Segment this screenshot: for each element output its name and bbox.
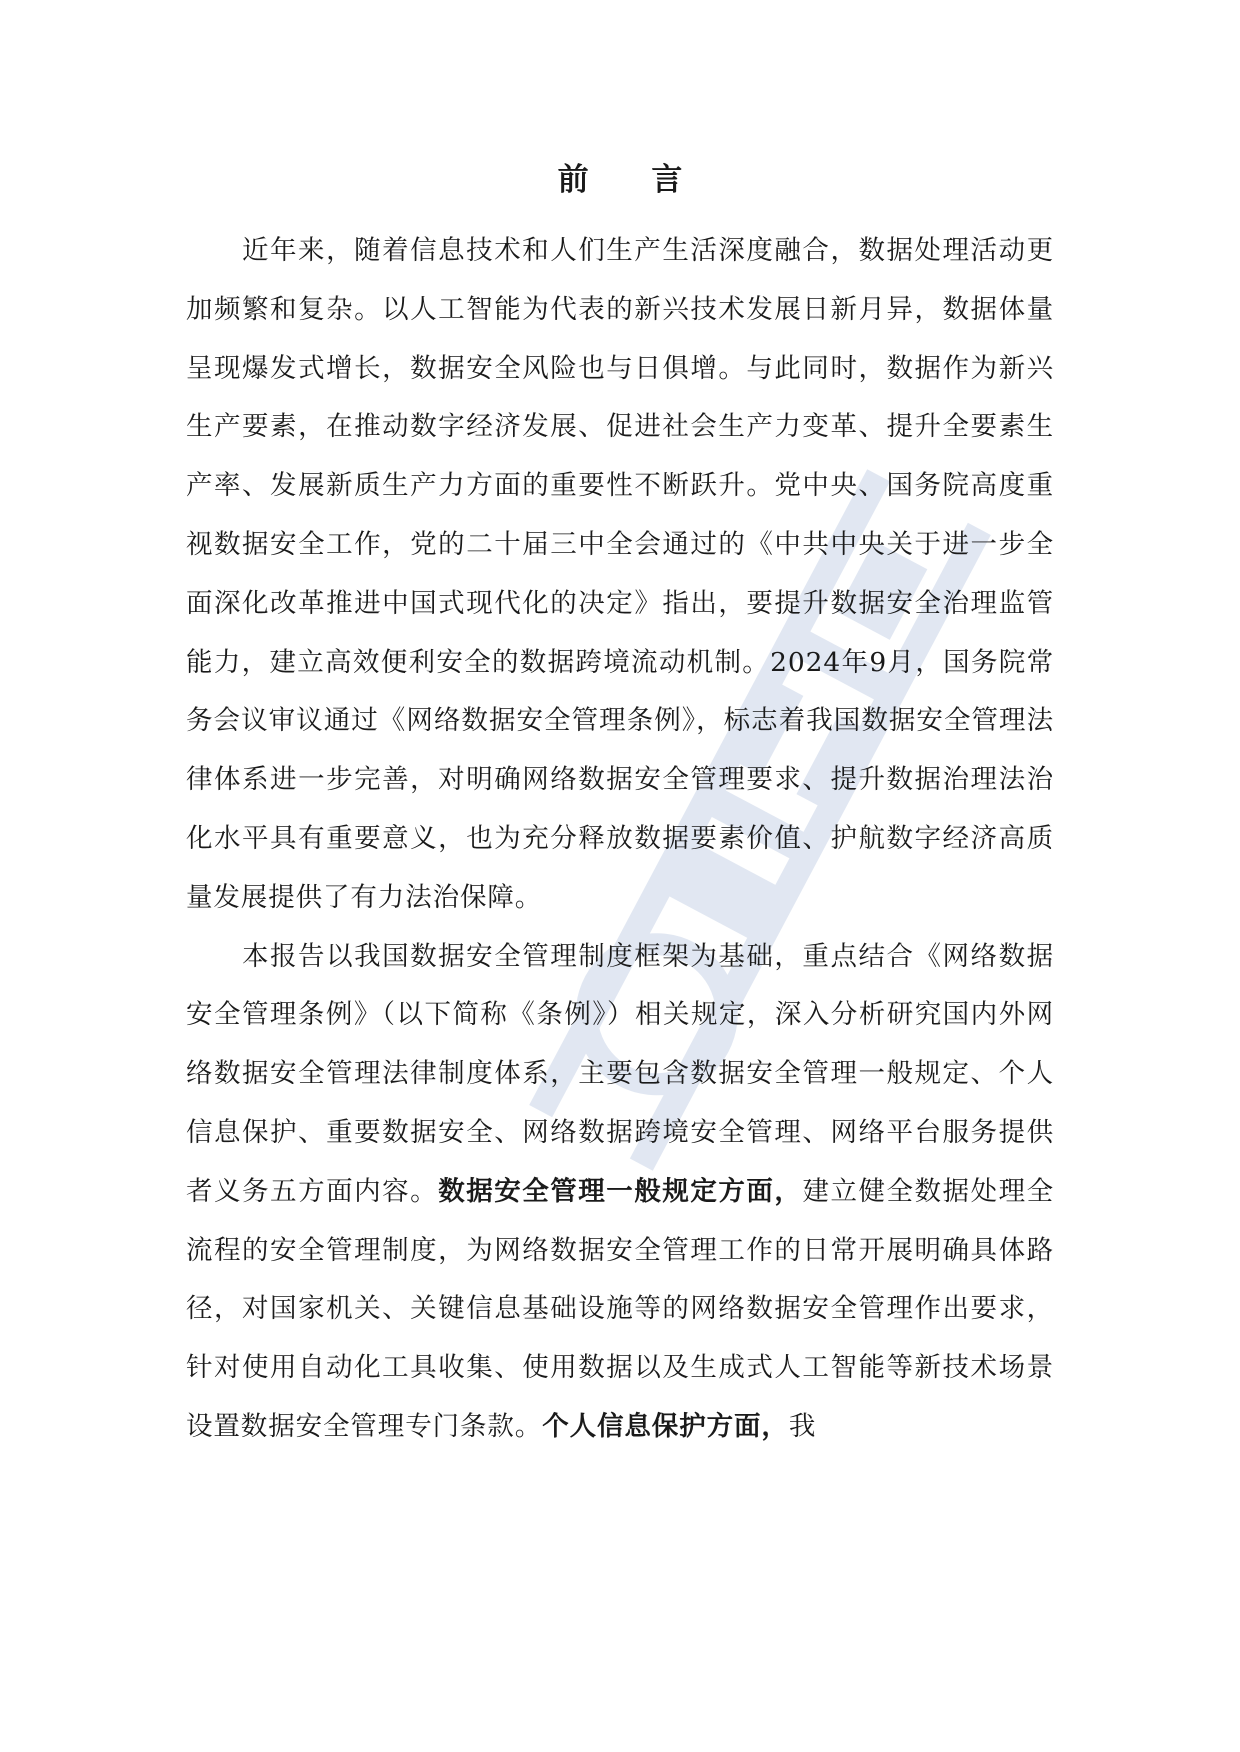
paragraph-text: 本报告以我国数据安全管理制度框架为基础，重点结合《网络数据安全管理条例》（以下简称《条例》）相关规定，深入分析研究国内外网络数据安全管理法律制度体系，主要包含数据安全管理一般规定、个人信息保护、重要数据安全、网络数据跨境安全管理、网络平台服务提供者义务五方面内容。 [186, 940, 1054, 1207]
document-body [186, 222, 1054, 1457]
paragraph-text: 我 [788, 1410, 817, 1442]
paragraph [186, 222, 1054, 928]
section-heading-inline: 数据安全管理一般规定方面， [438, 1175, 803, 1207]
section-heading-inline: 个人信息保护方面， [542, 1410, 789, 1442]
paragraph [186, 928, 1054, 1457]
paragraph-text: 建立健全数据处理全流程的安全管理制度，为网络数据安全管理工作的日常开展明确具体路径，对国家机关、关键信息基础设施等的网络数据安全管理作出要求，针对使用自动化工具收集、使用数据以及生成式人工智能等新技术场景设置数据安全管理专门条款。 [186, 1175, 1055, 1442]
paragraph-text: 近年来，随着信息技术和人们生产生活深度融合，数据处理活动更加频繁和复杂。以人工智能为代表的新兴技术发展日新月异，数据体量呈现爆发式增长，数据安全风险也与日俱增。与此同时，数据作为新兴生产要素，在推动数字经济发展、促进社会生产力变革、提升全要素生产率、发展新质生产力方面的重要性不断跃升。党中央、国务院高度重视数据安全工作，党的二十届三中全会通过的《中共中央关于进一步全面深化改革推进中国式现代化的决定》指出，要提升数据安全治理监管能力，建立高效便利安全的数据跨境流动机制。2024年9月，国务院常务会议审议通过《网络数据安全管理条例》，标志着我国数据安全管理法律体系进一步完善，对明确网络数据安全管理要求、提升数据治理法治化水平具有重要意义，也为充分释放数据要素价值、护航数字经济高质量发展提供了有力法治保障。 [186, 235, 1054, 913]
page-title: 前 言 [557, 162, 709, 198]
